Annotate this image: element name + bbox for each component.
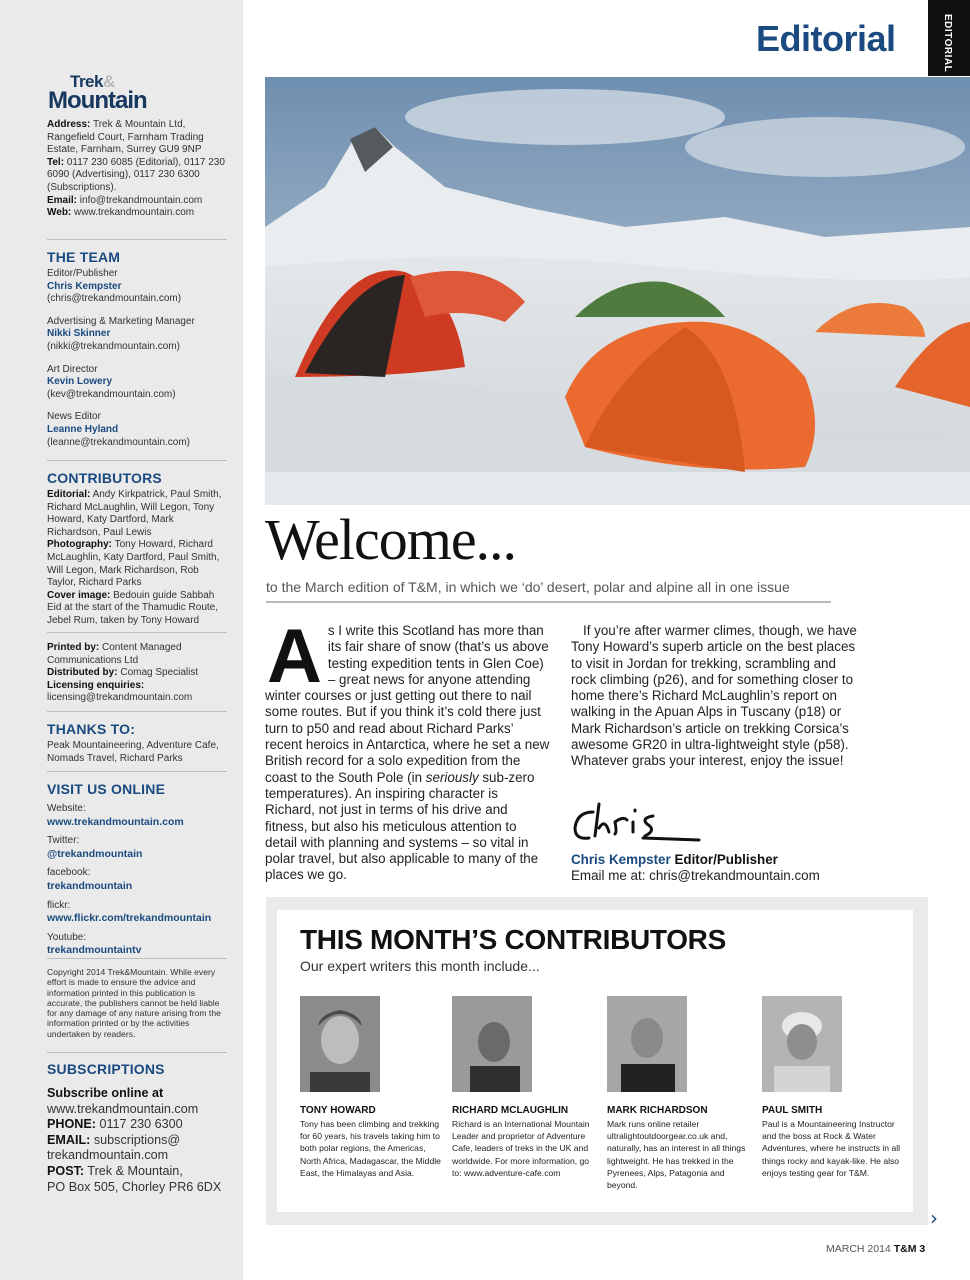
online-heading: VISIT US ONLINE	[47, 781, 166, 797]
contributors-subtitle: Our expert writers this month include...	[300, 958, 540, 974]
team-member: Editor/Publisher Chris Kempster (chris@trekandmountain.com)	[47, 268, 182, 305]
divider	[266, 601, 831, 603]
article-column-2: If you’re after warmer climes, though, we have Tony Howard’s superb article on the best places to visit in Jordan for trekking, scrambling and rock climbing (p26), and for something closer to home there’s Richard McLaughlin’s report on walking in the Apuan Alps in Tuscany (p18) or Mark Richardson’s article on trekking Corsica’s awesome GR20 in ultra-lightweight style (p58). Whatever grabs your interest, enjoy the issue!	[571, 623, 857, 769]
subscriptions-heading: SUBSCRIPTIONS	[47, 1061, 165, 1077]
divider	[47, 1052, 227, 1053]
thanks-text: Peak Mountaineering, Adventure Cafe, Nomads Travel, Richard Parks	[47, 740, 219, 764]
section-tab: EDITORIAL	[928, 0, 970, 76]
team-heading: THE TEAM	[47, 249, 121, 265]
contributor-portrait	[762, 996, 842, 1092]
copyright-notice: Copyright 2014 Trek&Mountain. While every effort is made to ensure the advice and information printed in this publication is accurate, the publishers cannot be held liable for any damage of any nature arising from the information printed or by the activities undertaken by readers.	[47, 967, 221, 1039]
signature-name: Chris Kempster Editor/Publisher	[571, 852, 778, 867]
thanks-heading: THANKS TO:	[47, 721, 136, 737]
team-member: Art Director Kevin Lowery (kev@trekandmountain.com)	[47, 363, 176, 400]
article-column-1: As I write this Scotland has more than its fair share of snow (that’s us above testing expedition tents in Glen Coe) – great news for anyone attending winter courses or just getting out there to nail some routes. But if you think it’s cold there just turn to p50 and read about Richard Parks’ recent heroics in Antarctica, where he set a new British record for a solo expedition from the coast to the South Pole (in seriously sub-zero temperatures). An inspiring character is Richard, not just in terms of his drive and fitness, but also his meticulous attention to detail with planning and systems – so vital in polar travel, but also applicable to many of the places we go.	[265, 614, 550, 883]
contributors-heading: CONTRIBUTORS	[47, 470, 162, 486]
hero-photo-tents-in-snow	[265, 77, 970, 505]
contributor-portrait	[452, 996, 532, 1092]
team-member: Advertising & Marketing Manager Nikki Skinner (nikki@trekandmountain.com)	[47, 315, 195, 352]
contributor-portrait	[300, 996, 380, 1092]
printing-credits: Printed by: Content Managed Communications Ltd Distributed by: Comag Specialist Licensing enquiries: licensing@trekandmountain.com	[47, 642, 199, 704]
divider	[47, 958, 227, 959]
address-block: Address: Trek & Mountain Ltd, Rangefield Court, Farnham Trading Estate, Farnham, Surrey GU9 9NP Tel: 0117 230 6085 (Editorial), 0117 230 6090 (Advertising), 0117 230 6300 (Subscriptions). Email: info@trekandmountain.com Web: www.trekandmountain.com	[47, 119, 225, 219]
subscriptions-info: Subscribe online at www.trekandmountain.com PHONE: 0117 230 6300 EMAIL: subscriptions@ trekandmountain.com POST: Trek & Mountain, PO Box 505, Chorley PR6 6DX	[47, 1086, 222, 1194]
online-links: Website: www.trekandmountain.com Twitter: @trekandmountain facebook: trekandmountain flickr: www.flickr.com/trekandmountain Youtube: trekandmountaintv	[47, 803, 227, 964]
contributor-portrait	[607, 996, 687, 1092]
divider	[47, 239, 227, 240]
flickr-link[interactable]: www.flickr.com/trekandmountain	[47, 912, 212, 925]
article-title: Welcome...	[265, 507, 517, 572]
article-subtitle: to the March edition of T&M, in which we ‘do’ desert, polar and alpine all in one issue	[266, 579, 790, 595]
website-link[interactable]: www.trekandmountain.com	[47, 815, 184, 828]
contributor-card: TONY HOWARD Tony has been climbing and trekking for 60 years, his travels taking him to both polar regions, the Americas, North Africa, Madagascar, the Middle East, the Himalayas and Asia.	[300, 996, 445, 1179]
editor-email: Email me at: chris@trekandmountain.com	[571, 868, 820, 883]
next-page-chevron-icon[interactable]: ›	[930, 1206, 938, 1230]
contributor-card: MARK RICHARDSON Mark runs online retailer ultralightoutdoorgear.co.uk and, naturally, has an interest in all things lightweight. He has trekked in the Pyrenees, Alps, Patagonia and beyond.	[607, 996, 749, 1191]
divider	[47, 460, 227, 461]
contributors-credits: Editorial: Andy Kirkpatrick, Paul Smith, Richard McLaughlin, Will Legon, Tony Howard, Katy Dartford, Mark Richardson, Paul Lewis Photography: Tony Howard, Richard McLaughlin, Katy Dartford, Paul Smith, Will Legon, Mark Richardson, Rob Taylor, Richard Parks Cover image: Bedouin guide Sabbah Eid at the start of the Thamudic Route, Jebel Rum, taken by Tony Howard	[47, 489, 222, 626]
twitter-link[interactable]: @trekandmountain	[47, 847, 143, 860]
team-list	[47, 268, 227, 459]
section-title: Editorial	[756, 18, 896, 59]
contributors-panel-inner	[277, 910, 913, 1212]
divider	[47, 771, 227, 772]
contributor-card: PAUL SMITH Paul is a Mountaineering Instructor and the boss at Rock & Water Adventures, where he instructs in all things rocky and kayak-like. He also enjoys testing gear for T&M.	[762, 996, 907, 1179]
handwritten-signature	[571, 798, 701, 850]
youtube-link[interactable]: trekandmountaintv	[47, 944, 142, 957]
divider	[47, 632, 227, 633]
facebook-link[interactable]: trekandmountain	[47, 879, 133, 892]
divider	[47, 711, 227, 712]
contributors-title: THIS MONTH’S CONTRIBUTORS	[300, 924, 726, 955]
trek-mountain-logo: Trek& Mountain	[48, 72, 147, 114]
contributor-card: RICHARD MCLAUGHLIN Richard is an International Mountain Leader and proprietor of Adventure Cafe, leaders of treks in the UK and worldwide. For more information, go to: www.adventure-cafe.com	[452, 996, 594, 1179]
contributors-panel	[266, 897, 928, 1225]
drop-cap: A	[267, 614, 322, 699]
page-folio: MARCH 2014 T&M 3	[826, 1243, 926, 1255]
team-member: News Editor Leanne Hyland (leanne@trekandmountain.com)	[47, 411, 191, 448]
